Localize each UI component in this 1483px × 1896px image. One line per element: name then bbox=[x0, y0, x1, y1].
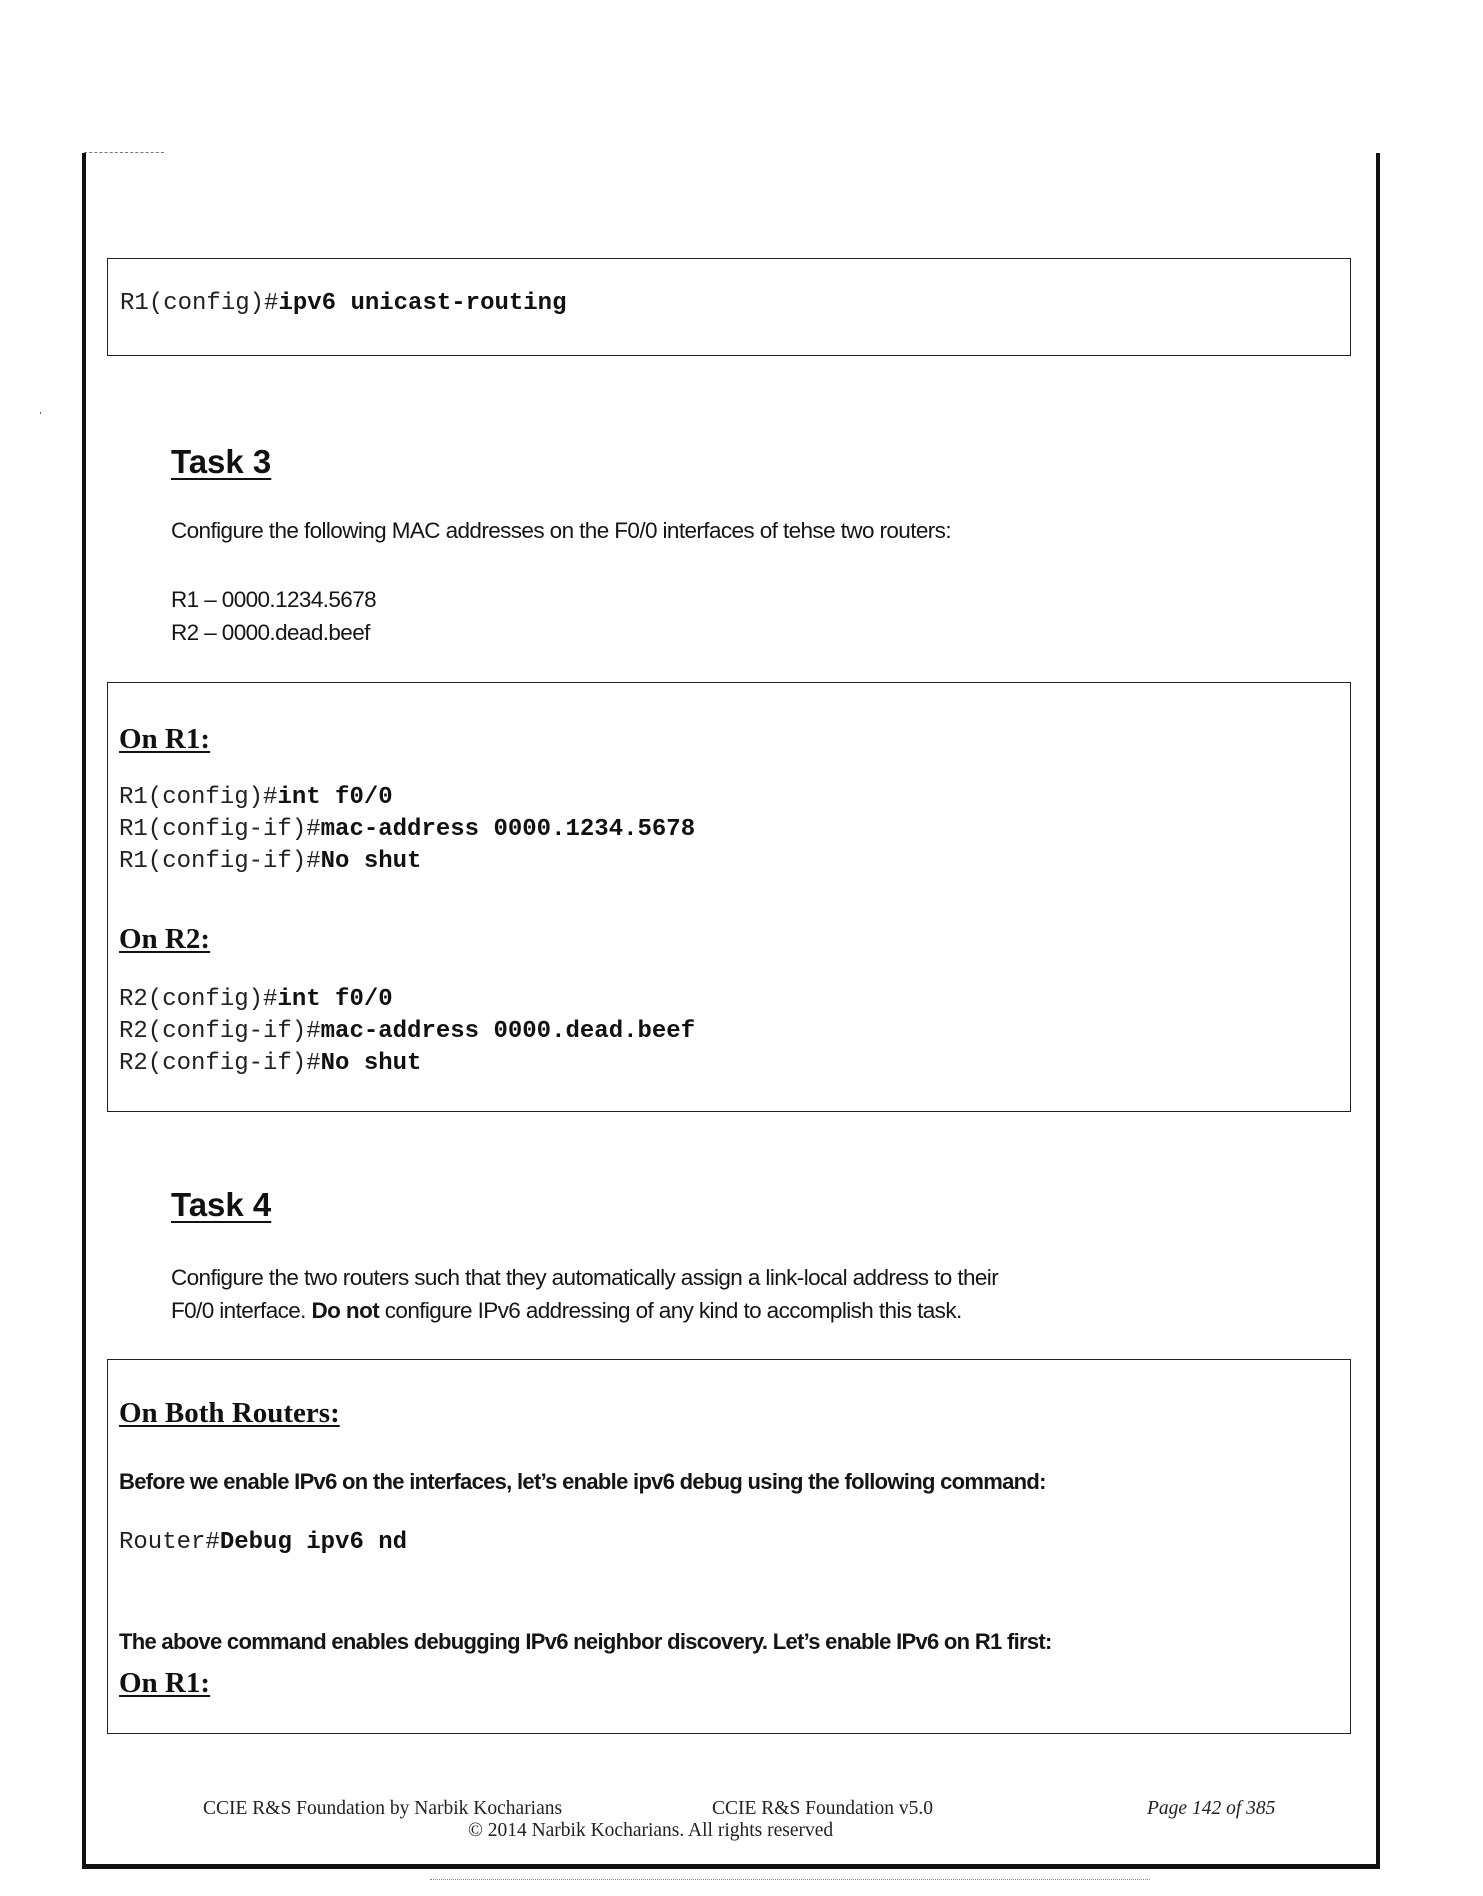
cli-command: mac-address 0000.dead.beef bbox=[320, 1018, 696, 1045]
task-3-description: Configure the following MAC addresses on the F0/0 interfaces of tehse two routers: bbox=[171, 518, 951, 543]
cli-command: int f0/0 bbox=[277, 986, 393, 1013]
code-box-task-3 bbox=[107, 682, 1351, 1112]
code-line bbox=[119, 1531, 407, 1555]
task-4-description-line-2 bbox=[171, 1300, 962, 1323]
code-line bbox=[119, 850, 421, 874]
code-line bbox=[119, 1052, 421, 1076]
footer-center: CCIE R&S Foundation v5.0 bbox=[712, 1798, 934, 1819]
footer-page-number: Page 142 of 385 bbox=[1147, 1798, 1276, 1819]
cli-prompt: R2(config-if)# bbox=[119, 1018, 321, 1045]
cli-command: mac-address 0000.1234.5678 bbox=[320, 816, 696, 843]
code-line bbox=[119, 1020, 695, 1044]
cli-prompt: R1(config)# bbox=[119, 784, 278, 811]
section-heading-on-r2: On R2: bbox=[119, 923, 211, 955]
code-box-unicast-routing bbox=[107, 258, 1351, 356]
code-line bbox=[120, 292, 566, 316]
section-heading-on-r1: On R1: bbox=[119, 1667, 211, 1699]
cli-command: int f0/0 bbox=[277, 784, 393, 811]
footer-left: CCIE R&S Foundation by Narbik Kocharians bbox=[203, 1798, 563, 1819]
scan-artifact-top bbox=[84, 152, 164, 153]
cli-command: No shut bbox=[320, 848, 422, 875]
task-3-assignment-r2: R2 – 0000.dead.beef bbox=[171, 620, 370, 645]
footer-copyright: © 2014 Narbik Kocharians. All rights reserved bbox=[468, 1820, 834, 1841]
task-4-heading: Task 4 bbox=[171, 1186, 272, 1223]
cli-prompt: R1(config-if)# bbox=[119, 848, 321, 875]
cli-command: No shut bbox=[320, 1050, 422, 1077]
code-box-task-4 bbox=[107, 1359, 1351, 1734]
task-3-heading: Task 3 bbox=[171, 443, 272, 480]
section-heading-on-both-routers: On Both Routers: bbox=[119, 1397, 340, 1429]
text-segment: configure IPv6 addressing of any kind to accomplish this task. bbox=[379, 1298, 962, 1323]
code-line bbox=[119, 818, 695, 842]
cli-prompt: R1(config)# bbox=[120, 290, 279, 317]
scan-artifact-dot bbox=[40, 412, 41, 414]
cli-prompt: R1(config-if)# bbox=[119, 816, 321, 843]
cli-command: ipv6 unicast-routing bbox=[278, 290, 567, 317]
task-4-description-line-1: Configure the two routers such that they automatically assign a link-local address to their bbox=[171, 1265, 999, 1290]
cli-prompt: Router# bbox=[119, 1529, 220, 1556]
scan-artifact-bottom bbox=[430, 1879, 1150, 1880]
cli-prompt: R2(config)# bbox=[119, 986, 278, 1013]
cli-command: Debug ipv6 nd bbox=[219, 1529, 408, 1556]
code-line bbox=[119, 988, 393, 1012]
task-3-assignment-r1: R1 – 0000.1234.5678 bbox=[171, 587, 377, 612]
text-segment: F0/0 interface. bbox=[171, 1298, 312, 1323]
explain-text: The above command enables debugging IPv6 neighbor discovery. Let’s enable IPv6 on R1 first: bbox=[119, 1629, 1052, 1654]
emphasis-do-not: Do not bbox=[311, 1298, 380, 1323]
intro-text: Before we enable IPv6 on the interfaces, let’s enable ipv6 debug using the following command: bbox=[119, 1469, 1046, 1494]
cli-prompt: R2(config-if)# bbox=[119, 1050, 321, 1077]
code-line bbox=[119, 786, 393, 810]
section-heading-on-r1: On R1: bbox=[119, 723, 211, 755]
